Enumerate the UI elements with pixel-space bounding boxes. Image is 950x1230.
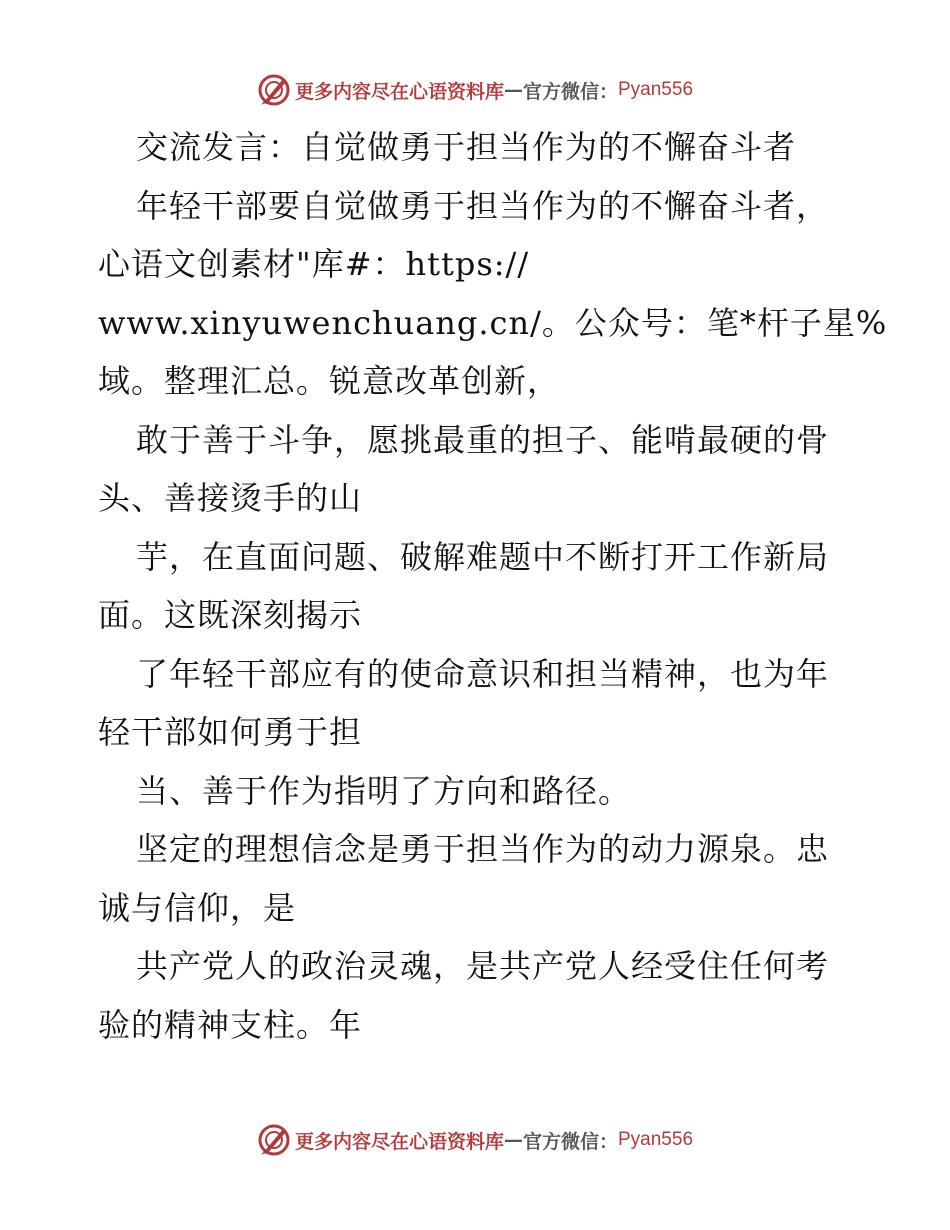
footer-banner-wechat-label: 官方微信： [522,1130,618,1153]
paragraph-line: 坚定的理想信念是勇于担当作为的动力源泉。忠 [136,830,830,868]
paragraph-line: 域。整理汇总。锐意改革创新， [98,362,561,400]
paragraph-line: 轻干部如何勇于担 [98,713,363,751]
document-body [98,118,888,1054]
footer-banner-title: 更多内容尽在心语资料库 [294,1130,504,1153]
paragraph-line: 了年轻干部应有的使命意识和担当精神，也为年 [136,654,830,693]
header-banner-title: 更多内容尽在心语资料库 [294,80,504,103]
header-banner-wechat-label: 官方微信： [522,80,618,103]
paragraph-line: www.xinyuwenchuang.cn/。公众号：笔*杆子星% [98,303,888,342]
paragraph-line: 芋，在直面问题、破解难题中不断打开工作新局 [136,537,830,576]
paragraph-line: 敢于善于斗争，愿挑最重的担子、能啃最硬的骨 [136,420,830,459]
header-banner [0,70,950,110]
quill-logo-icon [257,73,291,107]
paragraph-line: 头、善接烫手的山 [98,479,363,517]
footer-banner-content [257,1123,693,1157]
footer-banner-wechat-id: Pyan556 [618,1129,694,1150]
footer-banner-dash: — [503,1129,523,1151]
header-banner-content [257,73,693,107]
header-banner-dash: — [503,79,523,101]
paragraph-line: 面。这既深刻揭示 [98,596,363,634]
paragraph-line: 共产党人的政治灵魂，是共产党人经受住任何考 [136,947,830,985]
quill-logo-icon [257,1123,291,1157]
paragraph-line: 验的精神支柱。年 [98,1005,363,1044]
paragraph-line: 当、善于作为指明了方向和路径。 [136,771,632,810]
footer-banner [0,1120,950,1160]
document-title: 交流发言：自觉做勇于担当作为的不懈奋斗者 [136,128,797,166]
paragraph-line: 诚与信仰，是 [98,888,297,927]
paragraph-line: 年轻干部要自觉做勇于担当作为的不懈奋斗者， [136,186,830,225]
paragraph-line: 心语文创素材"库#：https:// [98,245,530,283]
header-banner-wechat-id: Pyan556 [618,79,694,100]
